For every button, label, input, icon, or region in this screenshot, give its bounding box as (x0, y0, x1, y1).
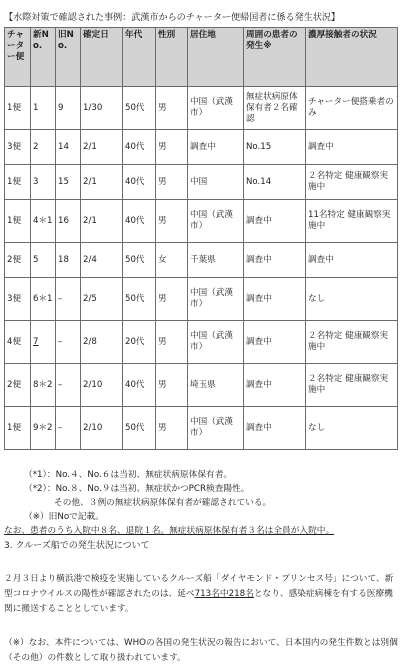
table-row (5, 243, 398, 278)
cell-age: 40代 (123, 165, 156, 200)
table-row (5, 130, 398, 165)
cell-around: No.15 (244, 130, 306, 165)
cell-age: 40代 (123, 200, 156, 243)
header-date: 確定日 (81, 28, 123, 87)
table-row (5, 165, 398, 200)
cell-old-no: – (56, 364, 81, 407)
cell-contacts: 調査中 (306, 243, 398, 278)
table-row (5, 364, 398, 407)
cell-flight: 1便 (5, 200, 31, 243)
cell-date: 1/30 (81, 87, 123, 130)
cell-residence: 千葉県 (188, 243, 244, 278)
cell-flight: 1便 (5, 87, 31, 130)
cell-new-no: 4＊1 (31, 200, 56, 243)
cell-flight: 2便 (5, 364, 31, 407)
section-3-title: 3. クルーズ船での発生状況について (4, 541, 150, 551)
cell-sex: 女 (156, 243, 188, 278)
cases-table (4, 27, 398, 450)
cell-age: 50代 (123, 87, 156, 130)
cell-flight: 3便 (5, 278, 31, 321)
note-2: （*2）：No.８、No.９は当初、無症状かつPCR検査陽性。 (24, 484, 250, 494)
cell-sex: 男 (156, 165, 188, 200)
cell-old-no: – (56, 278, 81, 321)
cell-old-no: 18 (56, 243, 81, 278)
table-heading: 【水際対策で確認された事例：武漢市からのチャーター便帰国者に係る発生状況】 (4, 12, 340, 23)
note-3: （※）旧Noで記載。 (24, 512, 104, 522)
cell-age: 50代 (123, 243, 156, 278)
cell-residence: 埼玉県 (188, 364, 244, 407)
cell-old-no: 14 (56, 130, 81, 165)
cell-date: 2/5 (81, 278, 123, 321)
cell-residence: 中国（武漢市） (188, 200, 244, 243)
header-flight: チャーター便 (5, 28, 31, 87)
cell-date: 2/1 (81, 165, 123, 200)
cell-sex: 男 (156, 278, 188, 321)
cell-flight: 1便 (5, 165, 31, 200)
cell-residence: 中国（武漢市） (188, 278, 244, 321)
table-row (5, 87, 398, 130)
header-old-no: 旧No. (56, 28, 81, 87)
cell-date: 2/10 (81, 364, 123, 407)
cell-around: 調査中 (244, 407, 306, 450)
header-sex: 性別 (156, 28, 188, 87)
cell-around: 無症状病原体保有者２名確認 (244, 87, 306, 130)
note-2b: その他、３例の無症状病原体保有者が確認されている。 (54, 498, 272, 508)
cell-date: 2/1 (81, 130, 123, 165)
cell-sex: 男 (156, 130, 188, 165)
cell-contacts: 11名特定 健康観察実施中 (306, 200, 398, 243)
header-residence: 居住地 (188, 28, 244, 87)
table-header-row (5, 28, 398, 87)
cell-age: 20代 (123, 321, 156, 364)
cell-contacts: ２名特定 健康観察実施中 (306, 321, 398, 364)
cell-around: 調査中 (244, 243, 306, 278)
cell-age: 50代 (123, 407, 156, 450)
cell-age: 40代 (123, 364, 156, 407)
cell-new-no: 3 (31, 165, 56, 200)
cell-contacts: ２名特定 健康観察実施中 (306, 364, 398, 407)
cell-new-no: 1 (31, 87, 56, 130)
cell-sex: 男 (156, 321, 188, 364)
header-age: 年代 (123, 28, 156, 87)
cell-old-no: 16 (56, 200, 81, 243)
cell-contacts: チャーター便搭乗者のみ (306, 87, 398, 130)
cell-date: 2/10 (81, 407, 123, 450)
cell-residence: 中国 (188, 165, 244, 200)
cell-new-no: 7 (31, 321, 56, 364)
cell-flight: 1便 (5, 407, 31, 450)
section-3-paragraph-2: （※）なお、本件については、WHOの各国の発生状況の報告において、日本国内の発生件数とは別個（その他）の件数として取り扱われています。 (4, 638, 398, 663)
header-around: 周囲の患者の発生※ (244, 28, 306, 87)
cell-age: 50代 (123, 278, 156, 321)
table-row (5, 200, 398, 243)
table-row (5, 278, 398, 321)
cell-old-no: 15 (56, 165, 81, 200)
cell-around: 調査中 (244, 200, 306, 243)
cell-sex: 男 (156, 87, 188, 130)
cell-age: 40代 (123, 130, 156, 165)
cell-around: No.14 (244, 165, 306, 200)
cell-contacts: なし (306, 407, 398, 450)
cell-old-no: – (56, 321, 81, 364)
cell-flight: 3便 (5, 130, 31, 165)
cell-sex: 男 (156, 200, 188, 243)
cell-new-no: 6＊1 (31, 278, 56, 321)
cell-residence: 調査中 (188, 130, 244, 165)
cell-contacts: 調査中 (306, 130, 398, 165)
cell-residence: 中国（武漢市） (188, 407, 244, 450)
header-new-no: 新No. (31, 28, 56, 87)
cell-sex: 男 (156, 407, 188, 450)
note-4 (4, 524, 398, 538)
header-contacts: 濃厚接触者の状況 (306, 28, 398, 87)
table-notes (4, 468, 398, 538)
table-row (5, 321, 398, 364)
paragraph-1-underlined: 713名中218名 (194, 589, 254, 599)
cell-old-no: 9 (56, 87, 81, 130)
cell-residence: 中国（武漢市） (188, 87, 244, 130)
table-row (5, 407, 398, 450)
cell-flight: 2便 (5, 243, 31, 278)
cell-flight: 4便 (5, 321, 31, 364)
cell-old-no: – (56, 407, 81, 450)
cell-date: 2/8 (81, 321, 123, 364)
cell-around: 調査中 (244, 364, 306, 407)
cell-residence: 中国（武漢市） (188, 321, 244, 364)
cell-new-no: 8＊2 (31, 364, 56, 407)
paragraph-1-text-b: となり、感染症病棟を有する医療機関に搬送することとしています。 (4, 589, 393, 614)
cell-date: 2/1 (81, 200, 123, 243)
cell-around: 調査中 (244, 278, 306, 321)
note-1: （*1）：No.４、No.６は当初、無症状病原体保有者。 (24, 470, 233, 480)
cell-contacts: ２名特定 健康観察実施中 (306, 165, 398, 200)
section-3-paragraph-1 (4, 572, 398, 617)
note-4-text: なお、患者のうち入院中８名、退院１名。無症状病原体保有者３名は全員が入院中。 (4, 526, 335, 536)
cell-date: 2/4 (81, 243, 123, 278)
cell-around: 調査中 (244, 321, 306, 364)
cell-new-no: 5 (31, 243, 56, 278)
paragraph-1-text-a: ２月３日より横浜港で検疫を実施しているクルーズ船「ダイヤモンド・プリンセス号」について、新型コロナウイルスの陽性が確認されたのは、延べ (4, 574, 394, 599)
cell-contacts: なし (306, 278, 398, 321)
cell-new-no: 9＊2 (31, 407, 56, 450)
cell-new-no: 2 (31, 130, 56, 165)
cell-sex: 男 (156, 364, 188, 407)
